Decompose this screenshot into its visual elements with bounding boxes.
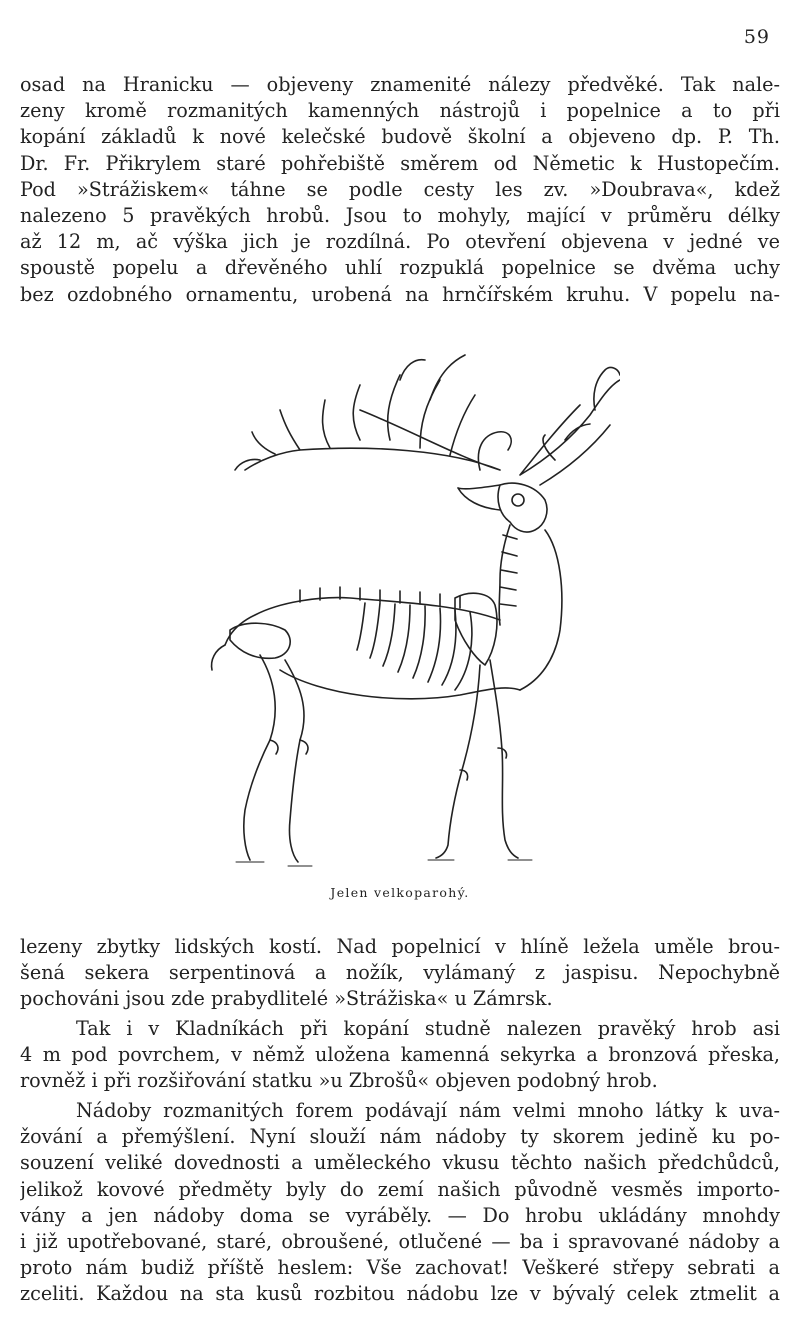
text-line: pochováni jsou zde prabydlitelé »Strážiska« u Zámrsk. (20, 987, 553, 1011)
paragraph-after-figure (20, 934, 780, 1013)
text-line: nalezeno 5 pravěkých hrobů. Jsou to mohyly, mající v průměru délky (20, 204, 780, 228)
text-line: proto nám budiž příště heslem: Vše zachovat! Veškeré střepy sebrati a (20, 1256, 780, 1280)
paragraph-nadoby (20, 1098, 780, 1308)
top-paragraph (20, 72, 780, 308)
text-line: rovněž i při rozšiřování statku »u Zbrošů« objeven podobný hrob. (20, 1069, 658, 1093)
elk-skeleton-illustration (200, 340, 620, 880)
paragraph-kladniky (20, 1016, 780, 1095)
text-line: Nádoby rozmanitých forem podávají nám velmi mnoho látky k uva- (76, 1099, 780, 1122)
text-line: vány a jen nádoby doma se vyráběly. — Do hrobu ukládány mnohdy (20, 1203, 780, 1227)
text-line: i již upotřebované, staré, obroušené, otlučené — ba i spravované nádoby a (20, 1230, 780, 1254)
page-number: 59 (743, 26, 770, 48)
text-line: bez ozdobného ornamentu, urobená na hrnčířském kruhu. V popelu na- (20, 282, 780, 306)
text-line: spoustě popelu a dřevěného uhlí rozpuklá popelnice se dvěma uchy (20, 256, 780, 280)
text-line: až 12 m, ač výška jich je rozdílná. Po otevření objevena v jedné ve (20, 230, 780, 254)
text-line: Tak i v Kladníkách při kopání studně nalezen pravěký hrob asi (76, 1017, 780, 1040)
text-line: lezeny zbytky lidských kostí. Nad popelnicí v hlíně ležela uměle brou- (20, 935, 780, 958)
text-line: zceliti. Každou na sta kusů rozbitou nádobu lze v bývalý celek ztmelit a (20, 1282, 780, 1306)
text-line: šená sekera serpentinová a nožík, vylámaný z jaspisu. Nepochybně (20, 961, 780, 985)
text-line: zeny kromě rozmanitých kamenných nástrojů i popelnice a to při (20, 99, 780, 123)
text-line: Dr. Fr. Přikrylem staré pohřebiště směrem od Němetic k Hustopečím. (20, 151, 780, 175)
figure-caption: Jelen velkoparohý. (330, 885, 470, 900)
text-line: jelikož kovové předměty byly do zemí našich původně vesměs importo- (20, 1177, 780, 1201)
text-line: žování a přemýšlení. Nyní slouží nám nádoby ty skorem jedině ku po- (20, 1125, 780, 1149)
text-line: osad na Hranicku — objeveny znamenité nálezy předvěké. Tak nale- (20, 73, 780, 96)
text-line: 4 m pod povrchem, v němž uložena kamenná sekyrka a bronzová přeska, (20, 1043, 780, 1067)
text-line: kopání základů k nové kelečské budově školní a objeveno dp. P. Th. (20, 125, 780, 149)
text-line: souzení veliké dovednosti a uměleckého vkusu těchto našich předchůdců, (20, 1151, 780, 1175)
text-line: Pod »Strážiskem« táhne se podle cesty les zv. »Doubrava«, kdež (20, 177, 780, 201)
elk-skeleton-drawing (200, 340, 620, 880)
